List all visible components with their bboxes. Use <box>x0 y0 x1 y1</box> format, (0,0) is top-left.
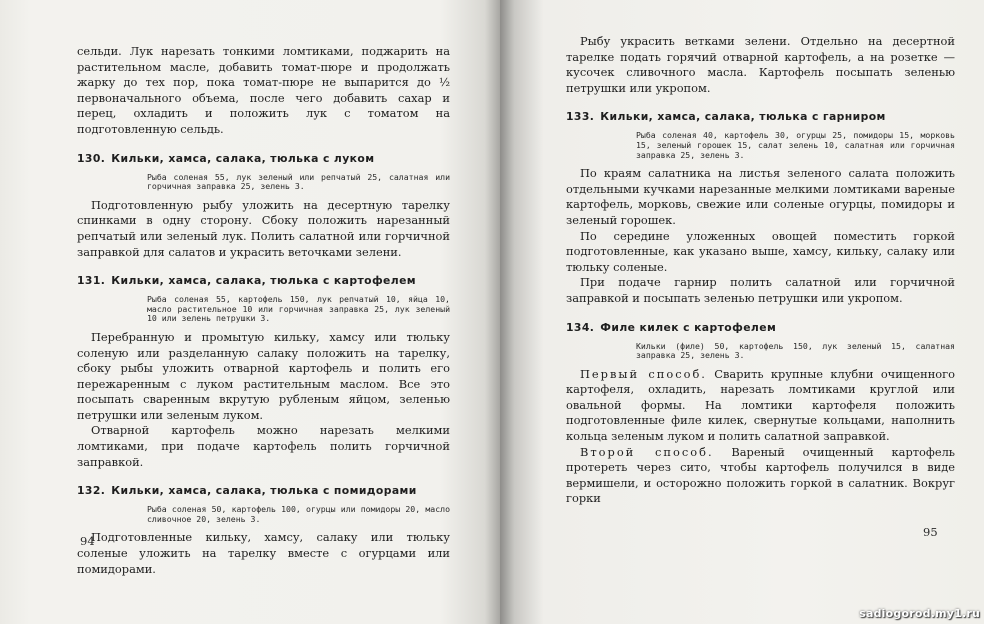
recipe-132-text: Подготовленные кильку, хамсу, салаку или тюльку соленые уложить на тарелку вместе с огурцами или помидорами. <box>77 530 450 576</box>
recipe-133-number: 133. <box>566 110 595 124</box>
recipe-131-text-2: Отварной картофель можно нарезать мелкими ломтиками, при подаче картофель полить горчичной заправкой. <box>77 423 450 469</box>
recipe-134-method-1 <box>566 367 955 445</box>
recipe-132-ingredients: Рыба соленая 50, картофель 100, огурцы или помидоры 20, масло сливочное 20, зелень 3. <box>147 504 450 524</box>
recipe-131-title: Кильки, хамса, салака, тюлька с картофелем <box>111 274 417 288</box>
recipe-130-heading <box>77 152 450 165</box>
recipe-133-text-3: При подаче гарнир полить салатной или горчичной заправкой и посыпать зеленью петрушки или укропом. <box>566 275 955 305</box>
recipe-134-method-2 <box>566 445 955 507</box>
recipe-133-ingredients: Рыба соленая 40, картофель 30, огурцы 25, помидоры 15, морковь 15, зеленый горошек 15, салат зелень 10, салатная или горчичная заправка 25, зелень 3. <box>636 130 955 160</box>
recipe-133-text-1: По краям салатника на листья зеленого салата положить отдельными кучками нарезанные мелкими ломтиками вареные картофель, морковь, свежие или соленые огурцы, помидоры и зеленый горошек. <box>566 166 955 227</box>
recipe-133-text-2: По середине уложенных овощей поместить горкой подготовленные, как указано выше, хамсу, кильку, салаку или тюльку соленые. <box>566 228 955 274</box>
recipe-131-heading <box>77 274 450 287</box>
recipe-132-number: 132. <box>77 484 106 498</box>
recipe-130-title: Кильки, хамса, салака, тюлька с луком <box>111 151 375 165</box>
recipe-131-number: 131. <box>77 274 106 288</box>
method-1-label: Первый способ. <box>580 366 707 381</box>
site-watermark: sadiogorod.my1.ru <box>859 607 980 620</box>
right-page <box>500 0 984 624</box>
method-2-text: Вареный очищенный картофель протереть через сито, чтобы картофель получился в виде вермишели, и осторожно положить горкой в салатник. Вокруг горки <box>566 444 956 506</box>
recipe-131-text-1: Перебранную и промытую кильку, хамсу или тюльку соленую или разделанную салаку положить на тарелку, сбоку рыбы уложить отварной картофель и полить его пережаренным с луком растительным маслом. Все это посыпать сваренным вкрутую рубленым яйцом, зеленью петрушки или зеленым луком. <box>77 329 450 422</box>
left-page-text <box>77 44 450 577</box>
page-number-right: 95 <box>923 525 938 539</box>
page-number-left: 94 <box>80 534 95 548</box>
recipe-132-title: Кильки, хамса, салака, тюлька с помидорами <box>111 484 417 498</box>
recipe-130-number: 130. <box>77 151 106 165</box>
recipe-134-title: Филе килек с картофелем <box>600 320 777 334</box>
recipe-130-ingredients: Рыба соленая 55, лук зеленый или репчатый 25, салатная или горчичная заправка 25, зелень 3. <box>147 171 450 192</box>
right-intro-paragraph: Рыбу украсить ветками зелени. Отдельно на десертной тарелке подать горячий отварной картофель, а на розетке — кусочек сливочного масла. Картофель посыпать зеленью петрушки или укропом. <box>566 34 955 95</box>
method-2-label: Второй способ. <box>580 444 714 459</box>
recipe-130-text: Подготовленную рыбу уложить на десертную тарелку спинками в одну сторону. Сбоку положить нарезанный репчатый или зеленый лук. Полить салатной или горчичной заправкой для салатов и украсить веточками зелени. <box>77 197 450 259</box>
left-intro-paragraph: сельди. Лук нарезать тонкими ломтиками, поджарить на растительном масле, добавить томат-пюре и продолжать жарку до тех пор, пока томат-пюре не выпарится до ½ первоначального объема, после чего добавить сахар и перец, охладить и положить лук с томатом на подготовленную сельдь. <box>77 44 450 136</box>
recipe-132-heading <box>77 484 450 497</box>
method-1-text: Сварить крупные клубни очищенного картофеля, охладить, нарезать ломтиками круглой или овальной формы. На ломтики картофеля положить подготовленные филе килек, свернутые кольцами, наполнить кольца зеленым луком и полить салатной заправкой. <box>566 366 955 444</box>
recipe-133-title: Кильки, хамса, салака, тюлька с гарниром <box>600 110 886 124</box>
recipe-134-number: 134. <box>566 320 595 334</box>
recipe-134-ingredients: Кильки (филе) 50, картофель 150, лук зеленый 15, салатная заправка 25, зелень 3. <box>636 340 955 361</box>
recipe-133-heading <box>566 110 955 123</box>
recipe-134-heading <box>566 321 955 334</box>
recipe-131-ingredients: Рыба соленая 55, картофель 150, лук репчатый 10, яйца 10, масло растительное 10 или горчичная заправка 25, лук зеленый 10 или зелень петрушки 3. <box>147 294 450 324</box>
right-page-text <box>566 34 955 507</box>
